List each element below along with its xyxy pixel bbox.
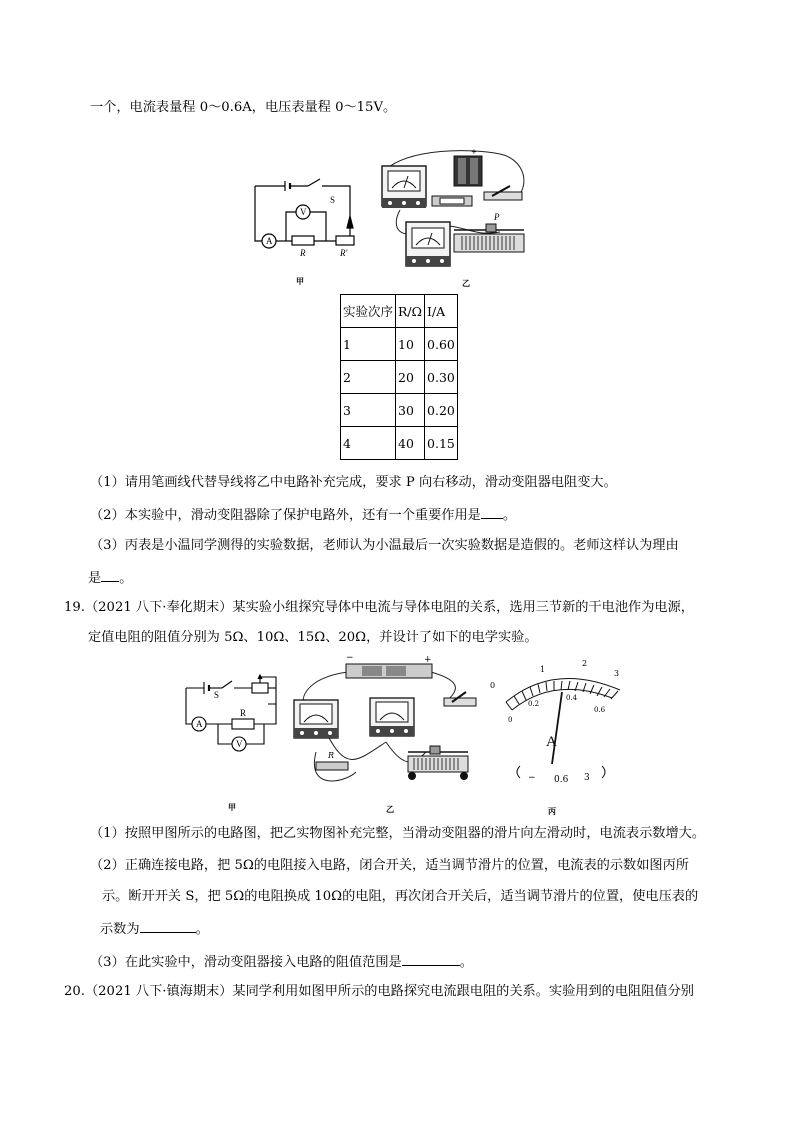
q18-apparatus-figure	[370, 148, 540, 290]
q19-item-1: （1）按照甲图所示的电路图，把乙实物图补充完整，当滑动变阻器的滑片向左滑动时，电流表示数增大。	[90, 826, 706, 841]
rheostat-device	[454, 224, 524, 252]
dial-top-tick-label: 2	[582, 659, 588, 668]
answer-blank[interactable]	[140, 918, 196, 933]
terminal-label: 3	[584, 773, 590, 783]
dial-needle	[552, 692, 562, 764]
ammeter-device	[294, 700, 338, 738]
table-row	[341, 328, 458, 361]
fixed-resistor-device	[316, 751, 348, 770]
table-cell: 1	[341, 328, 396, 361]
q19-circuit-diagram	[178, 676, 290, 816]
table-header-row	[341, 295, 458, 328]
table-cell: 3	[341, 394, 396, 427]
table-cell: 20	[396, 361, 425, 394]
battery-minus-label: −	[346, 653, 354, 663]
battery-device	[454, 148, 482, 186]
terminal-label: 0.6	[554, 775, 569, 785]
figure-label-bing: 丙	[548, 807, 556, 816]
figure-label-jia: 甲	[296, 277, 304, 286]
intro-line: 一个，电流表量程 0～0.6A，电压表量程 0～15V。	[90, 100, 397, 115]
q19-item-2: （2）正确连接电路，把 5Ω的电阻接入电路，闭合开关，适当调节滑片的位置，电流表的示数如图丙所	[90, 858, 689, 873]
slider-label: P	[494, 212, 500, 222]
ammeter-device	[382, 166, 426, 208]
table-cell: 40	[396, 427, 425, 460]
dial-top-tick-label: 0	[490, 681, 496, 690]
q19-item-2-cont: 示。断开开关 S，把 5Ω的电阻换成 10Ω的电阻，再次闭合开关后，适当调节滑片的位置，使电压表的	[102, 889, 699, 904]
svg-text:+: +	[471, 148, 477, 156]
switch-label: S	[330, 195, 336, 205]
dial-bottom-tick-label: 0	[508, 716, 513, 724]
rheostat-device	[408, 746, 468, 780]
switch-device	[444, 692, 476, 706]
figure-label-jia: 甲	[228, 803, 236, 812]
table-cell: 0.60	[425, 328, 458, 361]
dial-unit-letter: A	[546, 734, 557, 750]
table-cell: 10	[396, 328, 425, 361]
rheostat-label: R'	[340, 248, 348, 258]
header-cell: 实验次序	[341, 295, 396, 328]
ammeter-label: A	[266, 236, 273, 246]
q18-item-1: （1）请用笔画线代替导线将乙中电路补充完成，要求 P 向右移动，滑动变阻器电阻变大。	[90, 475, 617, 490]
q18-circuit-diagram	[250, 176, 360, 291]
q19-item-2-end: 示数为 。	[100, 918, 209, 940]
q19-stem-line-1: 19.（2021 八下·奉化期末）某实验小组探究导体中电流与导体电阻的关系，选用三节新的干电池作为电源，	[64, 600, 694, 615]
dial-bottom-tick-label: 0.4	[566, 694, 578, 702]
q19-stem-line-2: 定值电阻的阻值分别为 5Ω、10Ω、15Ω、20Ω，并设计了如下的电学实验。	[88, 630, 538, 645]
figure-label-yi: 乙	[462, 279, 470, 288]
header-cell: R/Ω	[396, 295, 425, 328]
switch-device	[484, 186, 522, 200]
dial-bottom-tick-label: 0.6	[594, 706, 606, 714]
table-cell: 0.30	[425, 361, 458, 394]
q18-item-3: （3）丙表是小温同学测得的实验数据，老师认为小温最后一次实验数据是造假的。老师这样认为理由	[90, 538, 679, 553]
ammeter-label: A	[196, 719, 203, 729]
answer-blank[interactable]	[402, 951, 460, 966]
voltmeter-device	[406, 222, 450, 266]
answer-blank[interactable]	[101, 567, 119, 582]
fixed-resistor-device	[432, 196, 472, 206]
dial-top-tick-label: 3	[614, 669, 620, 678]
q19-apparatus-figure	[286, 652, 496, 817]
figure-label-yi: 乙	[386, 805, 394, 814]
voltmeter-label: V	[236, 739, 243, 749]
table-row	[341, 394, 458, 427]
voltmeter-label: V	[300, 207, 307, 217]
q18-item-3-cont: 是 。	[88, 567, 132, 589]
resistor-label: R	[240, 708, 247, 718]
table-cell: 0.15	[425, 427, 458, 460]
table-row	[341, 361, 458, 394]
fixed-resistor-label: R	[328, 751, 335, 760]
dial-top-tick-label: 1	[540, 665, 546, 674]
voltmeter-device	[370, 698, 414, 736]
battery-plus-label: +	[424, 655, 432, 665]
table-cell: 0.20	[425, 394, 458, 427]
terminal-label: −	[528, 773, 536, 783]
battery-device	[346, 653, 432, 678]
q18-data-table	[340, 294, 458, 460]
q19-item-3: （3）在此实验中，滑动变阻器接入电路的阻值范围是 。	[90, 951, 473, 973]
table-row	[341, 427, 458, 460]
resistor-label: R	[300, 248, 306, 258]
header-cell: I/A	[425, 295, 458, 328]
dial-bottom-tick-label: 0.2	[528, 700, 540, 708]
table-cell: 2	[341, 361, 396, 394]
switch-label: S	[214, 690, 220, 700]
table-cell: 4	[341, 427, 396, 460]
q18-item-2: （2）本实验中，滑动变阻器除了保护电路外，还有一个重要作用是 。	[90, 504, 516, 526]
answer-blank[interactable]	[481, 504, 503, 519]
q19-ammeter-dial	[484, 654, 634, 816]
table-cell: 30	[396, 394, 425, 427]
q20-stem-line-1: 20.（2021 八下·镇海期末）某同学利用如图甲所示的电路探究电流跟电阻的关系。实验用到的电阻阻值分别	[64, 984, 694, 999]
